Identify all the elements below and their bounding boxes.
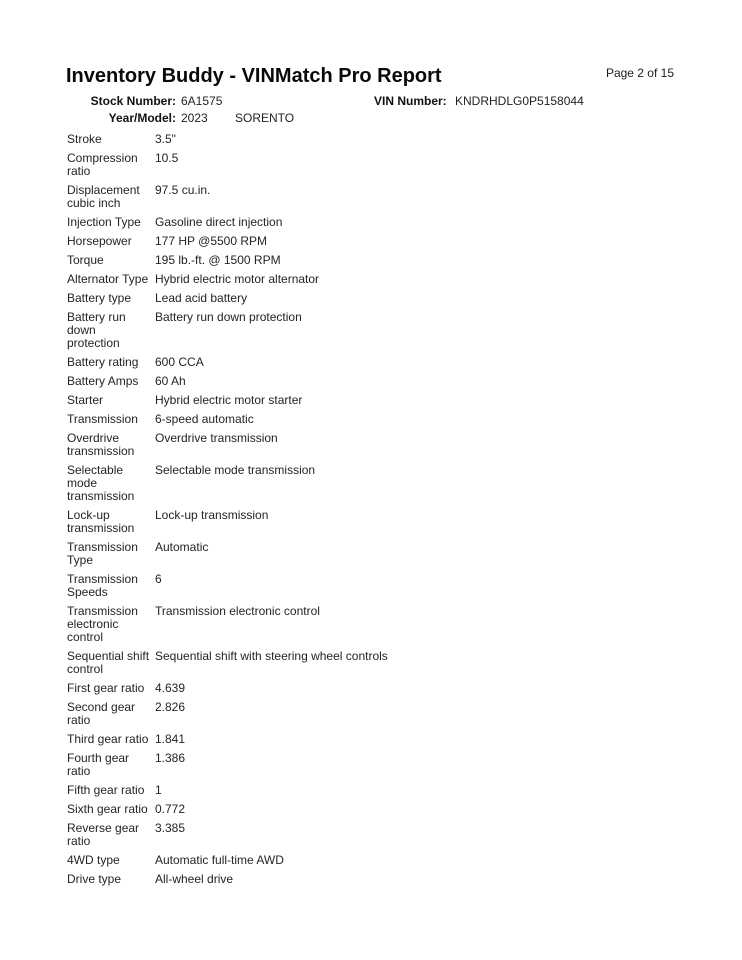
- spec-row: [67, 509, 667, 535]
- spec-value: 600 CCA: [155, 355, 204, 369]
- vin-number-label: VIN Number:: [374, 94, 447, 108]
- spec-label: Alternator Type: [67, 272, 149, 286]
- spec-label: Lock-up transmission: [67, 508, 135, 535]
- spec-row: [67, 292, 667, 305]
- spec-value: All-wheel drive: [155, 872, 234, 886]
- spec-value: 0.772: [155, 802, 186, 816]
- spec-value: 10.5: [155, 151, 179, 165]
- spec-label: Torque: [67, 253, 104, 267]
- spec-label: Transmission electronic control: [67, 604, 138, 644]
- page-title: Inventory Buddy - VINMatch Pro Report: [66, 65, 442, 87]
- spec-label: 4WD type: [67, 853, 120, 867]
- spec-row: [67, 394, 667, 407]
- spec-value: 4.639: [155, 681, 186, 695]
- vin-number-value: KNDRHDLG0P5158044: [455, 94, 584, 108]
- spec-value: Hybrid electric motor alternator: [155, 272, 320, 286]
- spec-row: [67, 184, 667, 210]
- spec-row: [67, 541, 667, 567]
- spec-label: Injection Type: [67, 215, 141, 229]
- spec-value: Sequential shift with steering wheel controls: [155, 649, 388, 663]
- spec-row: [67, 464, 667, 503]
- spec-label: Starter: [67, 393, 104, 407]
- spec-table: [67, 133, 667, 892]
- spec-value: 3.385: [155, 821, 186, 835]
- year-model-label: Year/Model:: [108, 111, 176, 125]
- spec-label: Horsepower: [67, 234, 132, 248]
- spec-value: Automatic: [155, 540, 209, 554]
- spec-label: Reverse gear ratio: [67, 821, 140, 848]
- spec-row: [67, 784, 667, 797]
- page-number: Page 2 of 15: [605, 66, 674, 80]
- spec-row: [67, 873, 667, 886]
- spec-row: [67, 356, 667, 369]
- stock-number-value: 6A1575: [181, 94, 223, 108]
- spec-value: 60 Ah: [155, 374, 186, 388]
- spec-label: Battery type: [67, 291, 132, 305]
- meta-row-2: [0, 111, 742, 126]
- spec-row: [67, 216, 667, 229]
- spec-row: [67, 133, 667, 146]
- spec-value: 6: [155, 572, 162, 586]
- spec-row: [67, 273, 667, 286]
- spec-row: [67, 235, 667, 248]
- spec-row: [67, 803, 667, 816]
- year-value: 2023: [181, 111, 208, 125]
- spec-label: Battery run down protection: [67, 310, 126, 350]
- spec-value: 6-speed automatic: [155, 412, 254, 426]
- spec-value: 1.841: [155, 732, 186, 746]
- spec-label: Displacement cubic inch: [67, 183, 140, 210]
- spec-value: 1: [155, 783, 162, 797]
- spec-value: 97.5 cu.in.: [155, 183, 211, 197]
- spec-label: Overdrive transmission: [67, 431, 135, 458]
- meta-row-1: [0, 94, 742, 109]
- spec-label: Compression ratio: [67, 151, 138, 178]
- spec-label: Transmission Speeds: [67, 572, 138, 599]
- spec-row: [67, 822, 667, 848]
- spec-row: [67, 254, 667, 267]
- spec-row: [67, 605, 667, 644]
- spec-label: Transmission Type: [67, 540, 138, 567]
- spec-value: Gasoline direct injection: [155, 215, 283, 229]
- stock-number-label: Stock Number:: [90, 94, 176, 108]
- model-value: SORENTO: [235, 111, 295, 125]
- spec-row: [67, 432, 667, 458]
- spec-label: Drive type: [67, 872, 122, 886]
- spec-value: 195 lb.-ft. @ 1500 RPM: [155, 253, 281, 267]
- spec-label: Fifth gear ratio: [67, 783, 145, 797]
- spec-value: 3.5": [155, 132, 176, 146]
- spec-row: [67, 752, 667, 778]
- spec-row: [67, 650, 667, 676]
- spec-label: Second gear ratio: [67, 700, 136, 727]
- spec-row: [67, 733, 667, 746]
- spec-label: Stroke: [67, 132, 102, 146]
- spec-label: Transmission: [67, 412, 138, 426]
- spec-value: 177 HP @5500 RPM: [155, 234, 268, 248]
- spec-value: Hybrid electric motor starter: [155, 393, 303, 407]
- spec-row: [67, 701, 667, 727]
- spec-label: Fourth gear ratio: [67, 751, 130, 778]
- spec-value: Lock-up transmission: [155, 508, 269, 522]
- spec-value: Overdrive transmission: [155, 431, 278, 445]
- spec-value: 2.826: [155, 700, 186, 714]
- spec-row: [67, 682, 667, 695]
- spec-value: Selectable mode transmission: [155, 463, 316, 477]
- spec-row: [67, 573, 667, 599]
- spec-row: [67, 375, 667, 388]
- spec-label: Selectable mode transmission: [67, 463, 135, 503]
- spec-row: [67, 413, 667, 426]
- spec-label: Battery Amps: [67, 374, 139, 388]
- spec-row: [67, 152, 667, 178]
- spec-value: Transmission electronic control: [155, 604, 320, 618]
- spec-value: 1.386: [155, 751, 186, 765]
- spec-label: Sequential shift control: [67, 649, 150, 676]
- spec-label: Battery rating: [67, 355, 139, 369]
- spec-label: First gear ratio: [67, 681, 145, 695]
- spec-row: [67, 311, 667, 350]
- spec-label: Sixth gear ratio: [67, 802, 148, 816]
- spec-row: [67, 854, 667, 867]
- spec-value: Automatic full-time AWD: [155, 853, 284, 867]
- spec-value: Lead acid battery: [155, 291, 248, 305]
- spec-value: Battery run down protection: [155, 310, 302, 324]
- spec-label: Third gear ratio: [67, 732, 149, 746]
